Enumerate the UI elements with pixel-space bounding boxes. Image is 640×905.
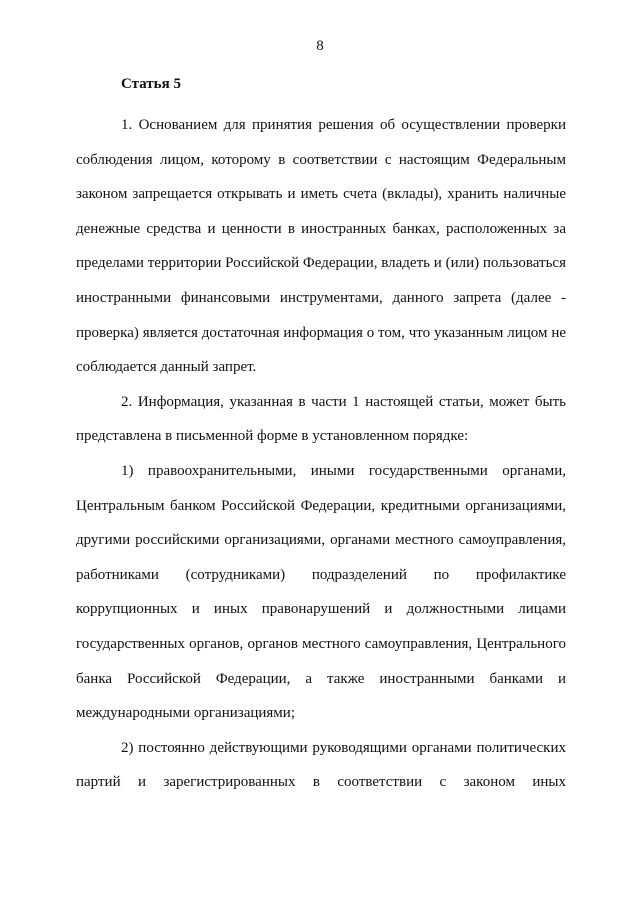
page-number: 8	[316, 38, 324, 54]
article-title: Статья 5	[121, 76, 181, 92]
list-item-2: 2) постоянно действующими руководящими органами политических партий и зарегистрированных в соответствии с законом иных	[76, 739, 566, 791]
paragraph-2: 2. Информация, указанная в части 1 настоящей статьи, может быть представлена в письменной форме в установленном порядке:	[76, 393, 566, 445]
article-body	[76, 108, 566, 800]
list-item-1: 1) правоохранительными, иными государственными органами, Центральным банком Российской Федерации, кредитными организациями, другими российскими организациями, органами местного самоуправления, работниками (сотрудниками) подразделений по профилактике коррупционных и иных правонарушений и должностными лицами государственных органов, органов местного самоуправления, Центрального банка Российской Федерации, а также иностранными банками и международными организациями;	[76, 462, 566, 722]
paragraph-1: 1. Основанием для принятия решения об осуществлении проверки соблюдения лицом, которому в соответствии с настоящим Федеральным законом запрещается открывать и иметь счета (вклады), хранить наличные денежные средства и ценности в иностранных банках, расположенных за пределами территории Российской Федерации, владеть и (или) пользоваться иностранными финансовыми инструментами, данного запрета (далее - проверка) является достаточная информация о том, что указанным лицом не соблюдается данный запрет.	[76, 117, 566, 376]
